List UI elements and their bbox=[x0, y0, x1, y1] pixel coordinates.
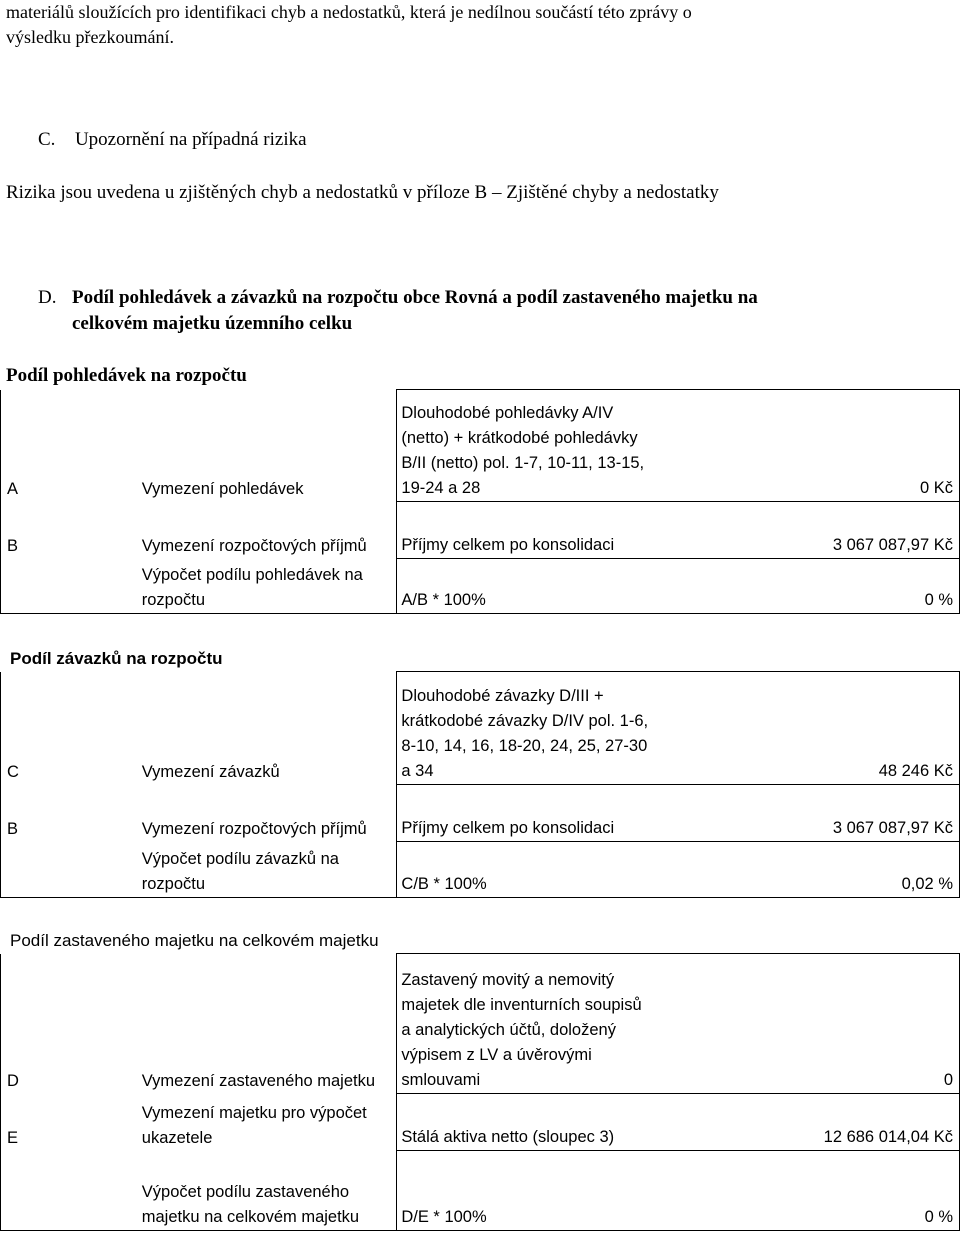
row-desc: C/B * 100% bbox=[397, 842, 656, 898]
row-label: Vymezení majetku pro výpočet ukazetele bbox=[141, 1103, 367, 1147]
row-desc: Příjmy celkem po konsolidaci bbox=[397, 785, 656, 842]
row-desc: Stálá aktiva netto (sloupec 3) bbox=[397, 1094, 656, 1151]
receivables-table bbox=[0, 389, 960, 614]
section-c-text: Rizika jsou uvedena u zjištěných chyb a nedostatků v příloze B – Zjištěné chyby a nedostatky bbox=[6, 182, 719, 203]
section-d-title-2: celkovém majetku územního celku bbox=[72, 313, 353, 334]
section-d-title-1: Podíl pohledávek a závazků na rozpočtu obce Rovná a podíl zastaveného majetku na bbox=[71, 287, 758, 308]
row-value: 0 % bbox=[656, 559, 960, 614]
section-c-heading bbox=[38, 127, 307, 153]
row-value: 0,02 % bbox=[656, 842, 960, 898]
row-label: Vymezení rozpočtových příjmů bbox=[141, 536, 367, 555]
row-label: Výpočet podílu závazků na rozpočtu bbox=[138, 842, 397, 898]
row-desc: Dlouhodobé závazky D/III + krátkodobé závazky D/IV pol. 1-6, 8-10, 14, 16, 18-20, 24, 25, 27-30 a 34 bbox=[397, 672, 656, 785]
row-value: 0 Kč bbox=[656, 390, 960, 502]
table3-title: Podíl zastaveného majetku na celkovém majetku bbox=[10, 931, 379, 950]
table-row bbox=[1, 954, 960, 1094]
table2-title: Podíl závazků na rozpočtu bbox=[10, 649, 223, 668]
table-row bbox=[1, 502, 960, 559]
row-desc: A/B * 100% bbox=[397, 559, 656, 614]
section-c-letter: C. bbox=[38, 129, 56, 150]
row-label: Vymezení závazků bbox=[141, 762, 280, 781]
intro-line-1: materiálů sloužících pro identifikaci chyb a nedostatků, která je nedílnou součástí této zprávy o bbox=[6, 2, 692, 22]
row-label: Výpočet podílu zastaveného majetku na celkovém majetku bbox=[138, 1151, 397, 1231]
row-code: B bbox=[1, 502, 138, 559]
section-d-heading-line-1 bbox=[38, 285, 758, 311]
table-row bbox=[1, 1151, 960, 1231]
row-value: 3 067 087,97 Kč bbox=[656, 785, 960, 842]
row-label: Vymezení pohledávek bbox=[141, 479, 304, 498]
row-value: 3 067 087,97 Kč bbox=[656, 502, 960, 559]
row-code: A bbox=[1, 390, 138, 502]
table-row bbox=[1, 390, 960, 502]
table-row bbox=[1, 559, 960, 614]
row-label: Výpočet podílu pohledávek na rozpočtu bbox=[138, 559, 397, 614]
row-desc: Dlouhodobé pohledávky A/IV (netto) + krátkodobé pohledávky B/II (netto) pol. 1-7, 10-11, 13-15, 19-24 a 28 bbox=[397, 390, 656, 502]
row-code bbox=[1, 559, 138, 614]
table-row bbox=[1, 672, 960, 785]
table1-title: Podíl pohledávek na rozpočtu bbox=[6, 365, 247, 386]
section-c-title: Upozornění na případná rizika bbox=[74, 129, 307, 150]
row-value: 12 686 014,04 Kč bbox=[656, 1094, 960, 1151]
row-label: Vymezení zastaveného majetku bbox=[141, 1071, 376, 1090]
row-value: 0 bbox=[656, 954, 960, 1094]
liabilities-table bbox=[0, 671, 960, 898]
table-row bbox=[1, 785, 960, 842]
row-code: D bbox=[1, 954, 138, 1094]
section-d-letter: D. bbox=[38, 287, 57, 308]
row-code: E bbox=[1, 1094, 138, 1151]
pledged-assets-table bbox=[0, 953, 960, 1231]
row-label: Vymezení rozpočtových příjmů bbox=[141, 819, 367, 838]
row-desc: Zastavený movitý a nemovitý majetek dle inventurních soupisů a analytických účtů, doložený výpisem z LV a úvěrovými smlouvami bbox=[397, 954, 656, 1094]
table-row bbox=[1, 842, 960, 898]
row-value: 0 % bbox=[656, 1151, 960, 1231]
row-code bbox=[1, 1151, 138, 1231]
row-desc: Příjmy celkem po konsolidaci bbox=[397, 502, 656, 559]
row-code: B bbox=[1, 785, 138, 842]
row-code bbox=[1, 842, 138, 898]
intro-line-2: výsledku přezkoumání. bbox=[6, 27, 174, 47]
row-desc: D/E * 100% bbox=[397, 1151, 656, 1231]
row-value: 48 246 Kč bbox=[656, 672, 960, 785]
table-row bbox=[1, 1094, 960, 1151]
row-code: C bbox=[1, 672, 138, 785]
